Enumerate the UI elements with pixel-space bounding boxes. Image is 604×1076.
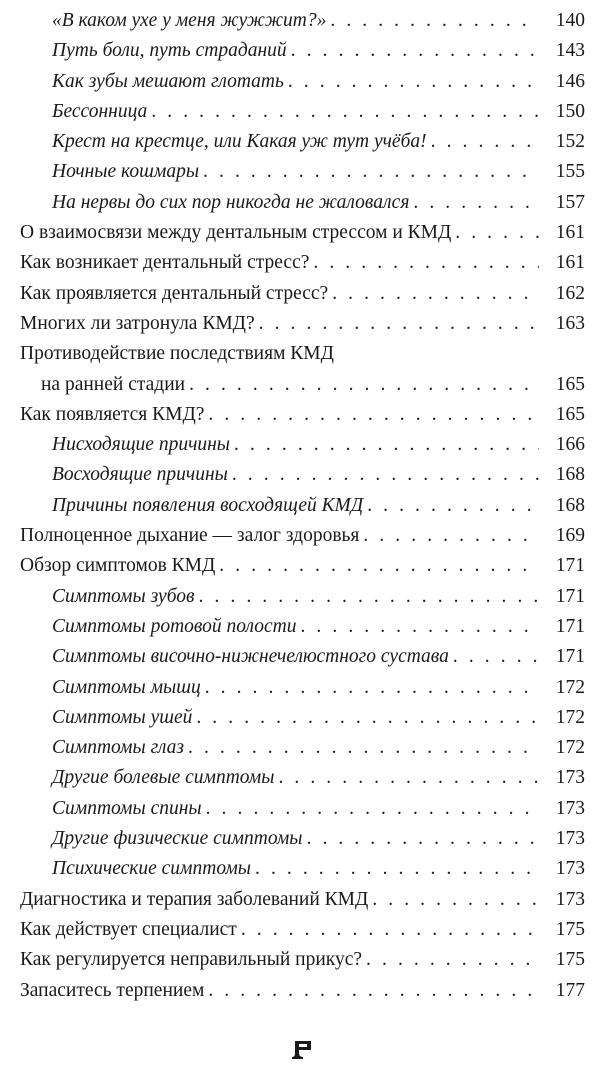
toc-leader-dots: [255, 854, 539, 884]
toc-leader-dots: [188, 733, 539, 763]
toc-entry: [0, 642, 604, 672]
toc-leader-dots: [205, 673, 539, 703]
toc-leader-dots: [208, 976, 539, 1006]
toc-entry-page: 165: [555, 403, 585, 425]
toc-leader-dots: [363, 521, 539, 551]
toc-entry-title: О взаимосвязи между дентальным стрессом и КМД: [20, 222, 452, 244]
toc-entry: [0, 36, 604, 66]
toc-leader-dots: [455, 218, 539, 248]
toc-entry-title: Восходящие причины: [52, 464, 228, 486]
toc-entry-page: 165: [555, 373, 585, 395]
toc-leader-dots: [189, 370, 539, 400]
toc-entry: [0, 945, 604, 975]
toc-entry-title: Психические симптомы: [52, 858, 251, 880]
toc-entry: [0, 400, 604, 430]
toc-entry-title: Как возникает дентальный стресс?: [20, 252, 310, 274]
toc-leader-dots: [206, 794, 539, 824]
toc-entry-page: 162: [555, 282, 585, 304]
table-of-contents: [0, 6, 604, 1006]
toc-entry: [0, 733, 604, 763]
toc-entry-title: Как действует специалист: [20, 918, 237, 940]
toc-entry-title: Крест на крестце, или Какая уж тут учёба!: [52, 131, 427, 153]
toc-entry-page: 157: [555, 191, 585, 213]
toc-entry-page: 175: [555, 949, 585, 971]
toc-entry-title: на ранней стадии: [41, 373, 186, 395]
toc-entry: [0, 460, 604, 490]
toc-entry: [0, 915, 604, 945]
toc-entry: [0, 582, 604, 612]
toc-entry-page: 173: [555, 828, 585, 850]
toc-leader-dots: [151, 97, 539, 127]
toc-entry-title: Нисходящие причины: [52, 434, 231, 456]
toc-entry: [0, 339, 604, 369]
toc-entry-page: 171: [555, 585, 585, 607]
toc-leader-dots: [208, 400, 539, 430]
toc-entry-page: 169: [555, 525, 585, 547]
toc-entry-page: 173: [555, 767, 585, 789]
toc-entry-title: Симптомы мышц: [52, 676, 201, 698]
toc-entry: [0, 551, 604, 581]
toc-entry-title: Запаситесь терпением: [20, 979, 205, 1001]
toc-entry-page: 171: [555, 615, 585, 637]
toc-entry-page: 173: [555, 797, 585, 819]
toc-leader-dots: [372, 885, 539, 915]
toc-entry: [0, 854, 604, 884]
toc-entry-title: Как регулируется неправильный прикус?: [20, 949, 363, 971]
toc-entry-title: Причины появления восходящей КМД: [52, 494, 364, 516]
toc-entry-page: 168: [555, 494, 585, 516]
toc-entry-page: 166: [555, 434, 585, 456]
toc-entry: [0, 188, 604, 218]
toc-entry-page: 172: [555, 737, 585, 759]
toc-entry-title: Как проявляется дентальный стресс?: [20, 282, 329, 304]
toc-entry-page: 152: [555, 131, 585, 153]
toc-entry-title: Симптомы височно-нижнечелюстного сустава: [52, 646, 449, 668]
toc-leader-dots: [278, 763, 539, 793]
toc-entry: [0, 127, 604, 157]
toc-leader-dots: [241, 915, 539, 945]
toc-entry-page: 171: [555, 646, 585, 668]
toc-entry-title: Многих ли затронула КМД?: [20, 312, 255, 334]
toc-entry-title: Полноценное дыхание — залог здоровья: [20, 525, 360, 547]
toc-entry-title: Противодействие последствиям КМД: [20, 343, 334, 365]
toc-leader-dots: [234, 430, 539, 460]
toc-entry-page: 140: [555, 10, 585, 31]
toc-entry-title: «В каком ухе у меня жужжит?»: [52, 10, 327, 31]
toc-entry-title: Симптомы ушей: [52, 706, 193, 728]
toc-entry-title: Симптомы ротовой полости: [52, 615, 297, 637]
toc-entry-page: 161: [555, 252, 585, 274]
toc-entry: [0, 794, 604, 824]
page-ornament-icon: [288, 1036, 316, 1064]
toc-entry-title: Бессонница: [52, 100, 148, 122]
toc-entry-page: 143: [555, 40, 585, 62]
toc-leader-dots: [198, 582, 539, 612]
toc-entry: [0, 309, 604, 339]
toc-leader-dots: [203, 157, 539, 187]
toc-entry-title: Обзор симптомов КМД: [20, 555, 216, 577]
toc-entry: [0, 612, 604, 642]
toc-entry-title: Симптомы зубов: [52, 585, 195, 607]
toc-entry: [0, 430, 604, 460]
toc-entry-title: Симптомы спины: [52, 797, 202, 819]
toc-entry: [0, 157, 604, 187]
toc-entry: [0, 491, 604, 521]
toc-entry-page: 172: [555, 706, 585, 728]
toc-entry-page: 161: [555, 222, 585, 244]
toc-entry-page: 163: [555, 312, 585, 334]
toc-entry: [0, 97, 604, 127]
toc-leader-dots: [313, 248, 539, 278]
toc-leader-dots: [219, 551, 539, 581]
toc-leader-dots: [413, 188, 539, 218]
toc-entry: [0, 763, 604, 793]
toc-entry-page: 155: [555, 161, 585, 183]
toc-entry-title: Ночные кошмары: [52, 161, 200, 183]
toc-entry-title: Как появляется КМД?: [20, 403, 205, 425]
toc-entry: [0, 976, 604, 1006]
toc-entry-title: Симптомы глаз: [52, 737, 185, 759]
toc-leader-dots: [307, 824, 540, 854]
toc-entry-title: Как зубы мешают глотать: [52, 70, 284, 92]
toc-entry-page: 173: [555, 858, 585, 880]
toc-entry-page: 150: [555, 100, 585, 122]
toc-leader-dots: [431, 127, 539, 157]
toc-entry: [0, 370, 604, 400]
toc-entry-title: Другие болевые симптомы: [52, 767, 275, 789]
toc-entry-title: Другие физические симптомы: [52, 828, 303, 850]
toc-entry-page: 168: [555, 464, 585, 486]
toc-entry: [0, 885, 604, 915]
toc-leader-dots: [367, 491, 539, 521]
toc-entry-page: 173: [555, 888, 585, 910]
toc-leader-dots: [330, 6, 539, 36]
toc-entry: [0, 673, 604, 703]
toc-entry-title: Путь боли, путь страданий: [52, 40, 287, 62]
toc-leader-dots: [366, 945, 539, 975]
toc-entry: [0, 521, 604, 551]
toc-entry-title: Диагностика и терапия заболеваний КМД: [20, 888, 369, 910]
toc-entry: [0, 703, 604, 733]
toc-entry: [0, 824, 604, 854]
toc-leader-dots: [332, 279, 539, 309]
toc-leader-dots: [288, 67, 539, 97]
toc-entry-page: 177: [555, 979, 585, 1001]
toc-leader-dots: [291, 36, 539, 66]
toc-entry-page: 175: [555, 918, 585, 940]
toc-leader-dots: [196, 703, 539, 733]
toc-entry-page: 172: [555, 676, 585, 698]
toc-entry-title: На нервы до сих пор никогда не жаловался: [52, 191, 410, 213]
toc-entry: [0, 6, 604, 36]
toc-leader-dots: [259, 309, 539, 339]
toc-entry-page: 171: [555, 555, 585, 577]
toc-entry: [0, 248, 604, 278]
toc-leader-dots: [232, 460, 539, 490]
toc-entry: [0, 218, 604, 248]
toc-entry: [0, 67, 604, 97]
toc-entry: [0, 279, 604, 309]
toc-leader-dots: [453, 642, 539, 672]
toc-entry-page: 146: [555, 70, 585, 92]
toc-leader-dots: [300, 612, 539, 642]
